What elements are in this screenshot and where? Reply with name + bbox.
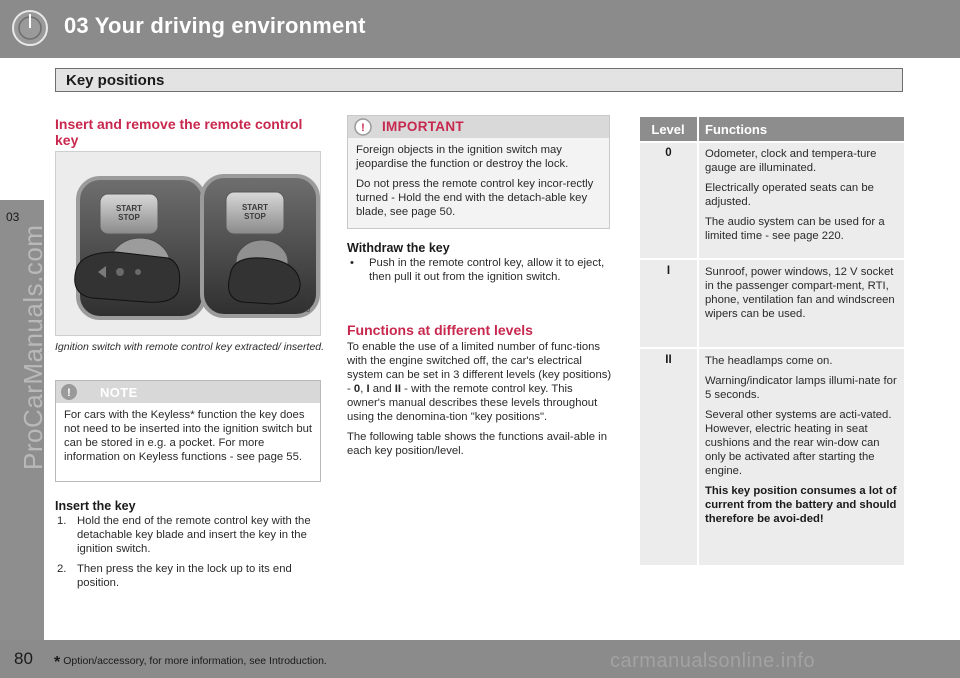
footnote-text: Option/accessory, for more information, see Introduction. xyxy=(63,655,327,667)
step-number: 1. xyxy=(57,515,67,527)
page-number: 80 xyxy=(14,649,33,668)
important-paragraph: Foreign objects in the ignition switch may jeopardise the function or destroy the lock. xyxy=(356,144,569,170)
levels-text-a: To enable the use of a limited number of func-tions with the engine switched off, the car's electrical system can be set in 3 different levels (key positions) - xyxy=(347,341,612,395)
key-level-table xyxy=(640,117,904,565)
svg-text:!: ! xyxy=(361,122,365,134)
insert-key-heading: Insert the key xyxy=(55,499,136,513)
level-0-ref: 0 xyxy=(353,383,361,395)
stop-button-text: STOP xyxy=(118,213,140,222)
step-text: Hold the end of the remote control key with the detachable key blade and insert the key in the ignition switch. xyxy=(77,515,311,555)
column-divider xyxy=(697,117,699,565)
header-functions: Functions xyxy=(705,122,768,137)
levels-text-b: - with the remote control key. This owner's manual describes these levels throughout using the denomina-tion "key positions". xyxy=(347,383,598,423)
levels-paragraph-2: The following table shows the functions avail-able in each key position/level. xyxy=(347,431,607,457)
important-title: IMPORTANT xyxy=(382,119,464,134)
important-header xyxy=(348,116,609,138)
insert-remove-title: Insert and remove the remote control key xyxy=(55,116,303,148)
stop-button-text-2: STOP xyxy=(244,212,266,221)
levels-sep-1: , xyxy=(360,383,367,395)
section-bar xyxy=(55,68,903,92)
table-cell-text: Sunroof, power windows, 12 V socket in the passenger compart-ment, RTI, phone, ventilation fan and windscreen wipers can be used. xyxy=(705,266,895,320)
list-item xyxy=(55,562,323,590)
warning-icon xyxy=(354,118,372,136)
bullet: • xyxy=(350,257,354,269)
note-text: For cars with the Keyless* function the key does not need to be inserted into the ignition switch but can be stored in e.g. a pocket. For more information on Keyless functions - see page 55. xyxy=(64,409,313,463)
level-2-cell: II xyxy=(665,354,672,366)
figure-code: G045186 xyxy=(306,287,312,312)
table-cell-text: Odometer, clock and tempera-ture gauge are illuminated. xyxy=(705,148,877,174)
important-box xyxy=(347,115,610,229)
note-box xyxy=(55,380,321,482)
functions-levels-title: Functions at different levels xyxy=(347,322,533,338)
level-1-ref: I xyxy=(366,383,370,395)
row-divider xyxy=(640,141,904,143)
svg-text:!: ! xyxy=(67,387,71,399)
withdraw-text: Push in the remote control key, allow it to eject, then pull it out from the ignition switch. xyxy=(369,257,605,283)
list-item xyxy=(55,514,323,556)
important-paragraph: Do not press the remote control key incor-rectly turned - Hold the end with the detach-able key blade, see page 50. xyxy=(356,178,594,218)
figure-caption: Ignition switch with remote control key extracted/ inserted. xyxy=(55,341,325,353)
note-title: NOTE xyxy=(100,385,138,400)
level-1-cell: I xyxy=(666,265,671,277)
list-item xyxy=(347,256,612,284)
table-cell-text: Electrically operated seats can be adjusted. xyxy=(705,182,874,208)
speedometer-icon xyxy=(10,8,50,48)
level-0-functions xyxy=(705,147,899,249)
insert-steps-list xyxy=(55,514,323,596)
start-button-text: START xyxy=(115,204,143,213)
level-2-functions xyxy=(705,354,899,532)
withdraw-key-heading: Withdraw the key xyxy=(347,241,450,255)
table-cell-text: Several other systems are acti-vated. However, electric heating in seat cushions and the rear win-dow can only be activated after starting the engine. xyxy=(705,409,892,477)
functions-levels-body xyxy=(347,340,612,464)
footnote-asterisk: * xyxy=(54,654,61,671)
level-2-ref: II xyxy=(394,383,402,395)
levels-paragraph xyxy=(347,340,612,424)
table-cell-text: The audio system can be used for a limited time - see page 220. xyxy=(705,216,885,242)
chapter-tab-number: 03 xyxy=(6,210,20,224)
footnote xyxy=(54,654,327,672)
footer-watermark: carmanualsonline.info xyxy=(610,650,816,672)
info-icon xyxy=(60,383,78,401)
section-title: Key positions xyxy=(66,72,165,89)
table-cell-text: The headlamps come on. xyxy=(705,355,833,367)
ignition-switch-illustration xyxy=(56,152,320,335)
level-1-functions xyxy=(705,265,899,327)
note-header xyxy=(56,381,320,403)
important-body xyxy=(356,143,604,225)
row-divider xyxy=(640,347,904,349)
levels-sep-2: and xyxy=(369,383,395,395)
table-header xyxy=(640,117,904,141)
start-button-text-2: START xyxy=(241,203,269,212)
level-0-cell: 0 xyxy=(665,147,672,159)
chapter-title: 03 Your driving environment xyxy=(64,13,366,38)
step-text: Then press the key in the lock up to its end position. xyxy=(77,563,292,589)
battery-warning-text: This key position consumes a lot of current from the battery and should therefore be avoi-ded! xyxy=(705,485,897,525)
header-level: Level xyxy=(651,122,685,137)
side-watermark: ProCarManuals.com xyxy=(18,224,48,470)
table-cell-text: Warning/indicator lamps illumi-nate for 5 seconds. xyxy=(705,375,897,401)
row-divider xyxy=(640,258,904,260)
step-number: 2. xyxy=(57,563,67,575)
ignition-switch-figure xyxy=(55,151,321,336)
